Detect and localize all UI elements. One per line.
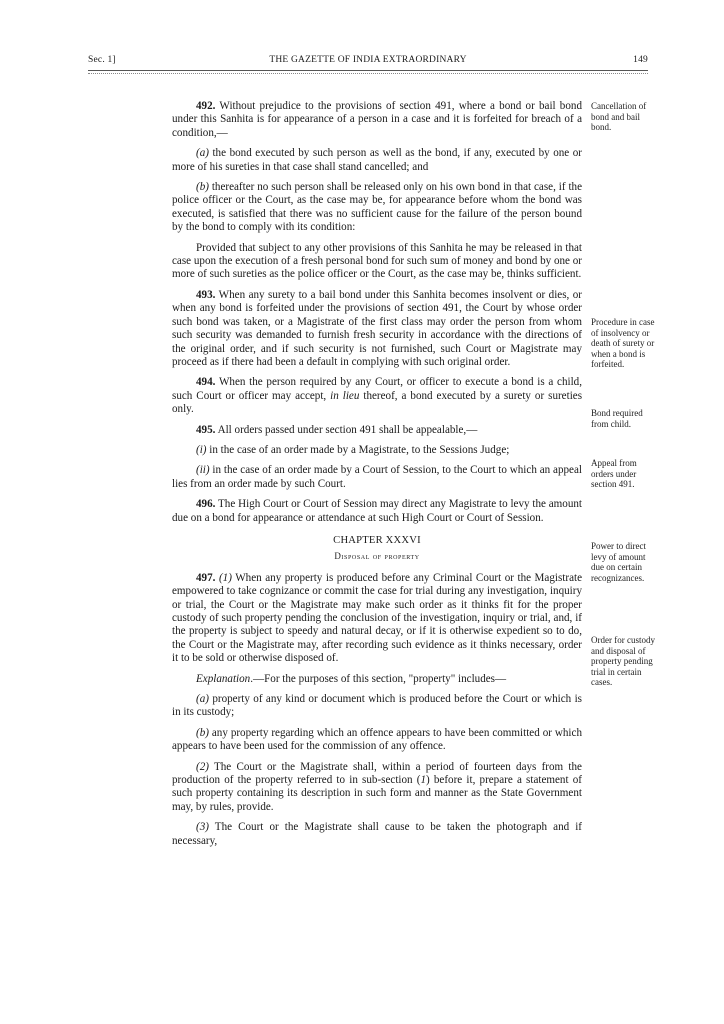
page-number: 149 [633,55,648,65]
clause-495-ii: (ii) in the case of an order made by a Court of Session, to the Court to which an appeal lies from an order made by such Court. [172,464,582,490]
clause-492-a: (a) the bond executed by such person as well as the bond, if any, executed by one or more of his sureties in that case shall stand cancelled; and [172,147,582,173]
margin-note-496: Power to direct levy of amount due on certain recognizances. [591,541,646,583]
section-number: 496. [196,498,216,511]
explanation-497: Explanation.—For the purposes of this section, "property" includes— [196,672,507,685]
section-497-2: (2) The Court or the Magistrate shall, within a period of fourteen days from the production of the property referred to in sub-section (1) before it, prepare a statement of such property containing its description in such form and manner as the State Government may, by rules, provide. [172,760,582,813]
section-493: 493. When any surety to a bail bond under this Sanhita becomes insolvent or dies, or when any bond is forfeited under the provisions of section 491, the Court by whose order such bond was taken, or a Magistrate of the first class may order the person from whom such security was demanded to furnish fresh security in accordance with the directions of the original order, and if such security is not furnished, such Court or Magistrate may proceed as if there had been a default in complying with such original order. [172,288,582,368]
section-number: 492. [196,100,216,112]
clause-495-i: (i) in the case of an order made by a Magistrate, to the Sessions Judge; [196,443,510,456]
header-rule [88,70,648,71]
margin-note-495: Appeal from orders under section 491. [591,458,637,490]
section-label: Sec. 1] [88,55,116,65]
section-number: 495. [196,423,216,436]
proviso-492: Provided that subject to any other provisions of this Sanhita he may be released in that case upon the execution of a fresh personal bond for such sum of money and bond by one or more of such sureties as the police officer or the Court, as the case may be, thinks sufficient. [172,241,582,281]
section-497-1: 497. (1) When any property is produced before any Criminal Court or the Magistrate empowered to take cognizance or commit the case for trial during any investigation, inquiry or trial, the Court or the Magistrate may make such order as it thinks fit for the proper custody of such property pending the conclusion of the investigation, inquiry or trial, and, if the property is subject to speedy and natural decay, or if it is otherwise expedient so to do, the Court or the Magistrate may, after recording such evidence as it thinks necessary, order it to be sold or otherwise disposed of. [172,571,582,665]
section-496: 496. The High Court or Court of Session may direct any Magistrate to levy the amount due on a bond for appearance or attendance at such High Court or Court of Session. [172,498,582,524]
section-number: 494. [196,376,216,389]
clause-492-b: (b) thereafter no such person shall be released only on his own bond in that case, if the police officer or the Court, as the case may be, for appearance before whom the bond was executed, is satisfied that there was no sufficient cause for the failure of the person bound by the bond to comply with its condition: [172,181,582,234]
section-494: 494. When the person required by any Court, or officer to execute a bond is a child, such Court or officer may accept, in lieu thereof, a bond executed by a surety or sureties only. [172,376,583,416]
chapter-subheading: Disposal of property [334,551,420,562]
section-497-3: (3) The Court or the Magistrate shall cause to be taken the photograph and if necessary, [172,821,582,847]
page-header [88,55,648,71]
gazette-title: THE GAZETTE OF INDIA EXTRAORDINARY [269,55,467,65]
section-492: 492. Without prejudice to the provisions of section 491, where a bond or bail bond under this Sanhita is for appearance of a person in a case and it is forfeited for breach of a condition,— [172,100,582,139]
header-rule-dotted [88,73,648,74]
margin-note-493: Procedure in case of insolvency or death of surety or when a bond is forfeited. [591,317,655,370]
clause-497-b: (b) any property regarding which an offence appears to have been committed or which appears to have been used for the commission of any offence. [172,726,582,753]
margin-note-494: Bond required from child. [591,408,643,429]
margin-note-492: Cancellation of bond and bail bond. [591,101,647,133]
section-number: 497. [196,571,216,584]
section-495: 495. All orders passed under section 491 shall be appealable,— [196,423,478,436]
page-body [172,100,582,855]
clause-497-a: (a) property of any kind or document which is produced before the Court or which is in its custody; [172,693,582,719]
chapter-heading: CHAPTER XXXVI [333,534,421,546]
section-number: 493. [196,288,216,301]
margin-note-497: Order for custody and disposal of property pending trial in certain cases. [591,635,655,688]
